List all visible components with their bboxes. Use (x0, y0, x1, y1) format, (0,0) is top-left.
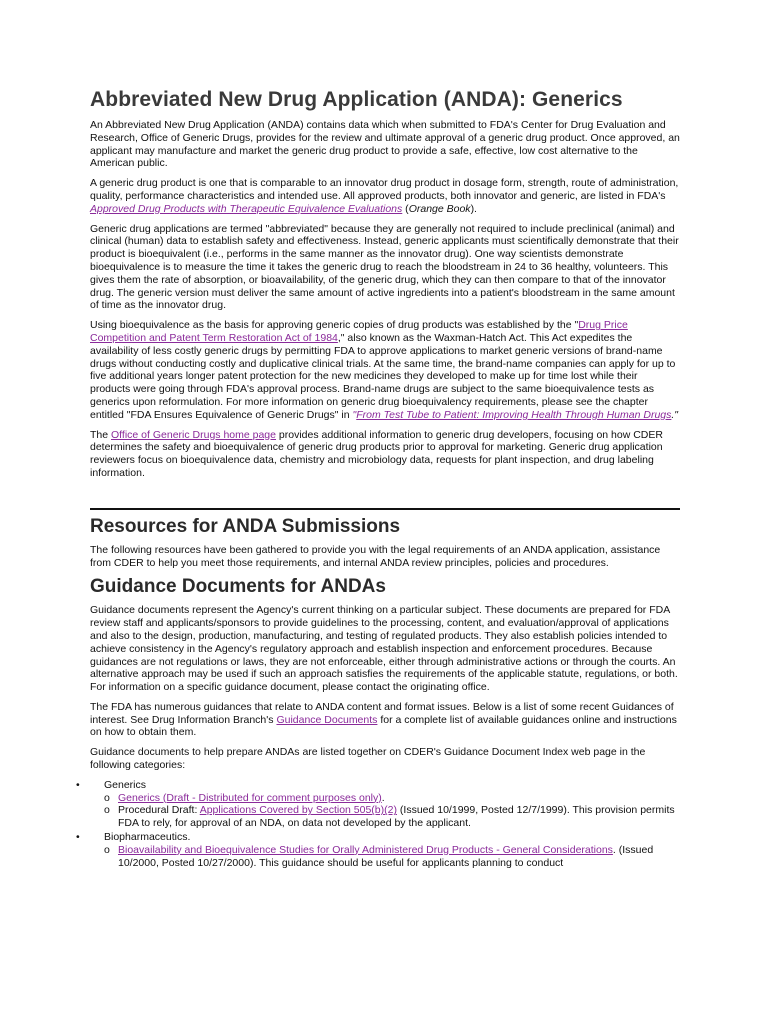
paragraph-intro: An Abbreviated New Drug Application (ANDA) contains data which when submitted to FDA's Center for Drug Evaluation and Research, Office of Generic Drugs, provides for the review and ultimate approval of a generic drug product. Once approved, an applicant may manufacture and market the generic drug product to provide a safe, effective, low cost alternative to the American public. (90, 119, 680, 170)
paragraph-resources: The following resources have been gathered to provide you with the legal requirements of an ANDA application, assistance from CDER to help you meet those requirements, and internal ANDA review principles, policies and procedures. (90, 543, 661, 569)
text: (Issued 10/1999, Posted 12/7/1999). This provision permits FDA to rely, for approval of an NDA, on data not developed by the applicant. (118, 804, 675, 830)
test-tube-to-patient-link[interactable]: From Test Tube to Patient: Improving Health Through Human Drugs (356, 408, 672, 421)
sub-list (104, 792, 680, 830)
ogd-home-page-link[interactable]: Office of Generic Drugs home page (111, 428, 276, 441)
text: ). (470, 202, 477, 215)
bullet-icon: • (76, 831, 80, 844)
guidance-documents-link[interactable]: Guidance Documents (276, 713, 378, 726)
category-biopharmaceutics: Biopharmaceutics. (104, 831, 191, 844)
paragraph-guidance-def: Guidance documents represent the Agency's current thinking on a particular subject. These documents are prepared for FDA review staff and applicants/sponsors to provide guidelines to the processing, content, and evaluation/approval of applications and also to the design, production, manufacturing, and testing of regulated products. They also establish policies intended to achieve consistency in the Agency's regulatory approach and establish inspection and enforcement procedures. Because guidances are not regulations or laws, they are not enforceable, either through administrative actions or through the courts. An alternative approach may be used if such an approach satisfies the requirements of the applicable statute, regulations, or both. For information on a specific guidance document, please contact the originating office. (90, 604, 678, 694)
orange-book-link[interactable]: Approved Drug Products with Therapeutic Equivalence Evaluations (90, 202, 403, 215)
text: . (Issued 10/2000, Posted 10/27/2000). This guidance should be useful for applicants planning to conduct (118, 843, 654, 869)
list-item (104, 792, 680, 805)
text: The FDA has numerous guidances that relate to ANDA content and format issues. Below is a list of some recent Guidances of interest. See Drug Information Branch's (90, 700, 674, 726)
paragraph-bioequivalence (90, 319, 680, 421)
category-generics: Generics (104, 778, 147, 791)
paragraph-ogd (90, 429, 680, 480)
quote-mark: " (352, 408, 357, 421)
orange-book-text: Orange Book (408, 202, 471, 215)
text: ," also known as the Waxman-Hatch Act. This Act expedites the availability of less costly generic drugs by permitting FDA to approve applications to market generic versions of brand-name drugs without conducting costly and duplicative clinical trials. At the same time, the brand-name companies can apply for up to five additional years longer patent protection for the new medicines they developed to make up for time lost while their products were going through FDA's approval process. Brand-name drugs are subject to the same bioequivalence tests as generics upon reformulation. For more information on generic drug bioequivalency requirements, please see the chapter entitled "FDA Ensures Equivalence of Generic Drugs" in (90, 331, 676, 421)
document-content (76, 88, 680, 870)
paragraph-generic-definition (90, 177, 680, 215)
text: A generic drug product is one that is comparable to an innovator drug product in dosage form, strength, route of administration, quality, performance characteristics and intended use. All approved products, both innovator and generic, are listed in FDA's (90, 177, 679, 202)
list-item (104, 804, 680, 830)
list-item (104, 844, 680, 870)
list-item (76, 778, 680, 830)
sub-bullet-icon: o (104, 804, 110, 817)
heading-guidance: Guidance Documents for ANDAs (90, 576, 386, 598)
paragraph-categories: Guidance documents to help prepare ANDAs are listed together on CDER's Guidance Document Index web page in the following categories: (90, 746, 646, 772)
bullet-icon: • (76, 778, 80, 791)
section-divider (90, 508, 680, 510)
text: . (381, 791, 385, 804)
bioavailability-guidance-link[interactable]: Bioavailability and Bioequivalence Studies for Orally Administered Drug Products - General Considerations (118, 843, 613, 856)
text: ( (402, 202, 409, 215)
paragraph-abbreviated: Generic drug applications are termed "abbreviated" because they are generally not required to include preclinical (animal) and clinical (human) data to establish safety and effectiveness. Instead, generic applicants must scientifically demonstrate that their product is bioequivalent (i.e., performs in the same manner as the innovator drug). One way scientists demonstrate bioequivalence is to measure the time it takes the generic drug to reach the bloodstream in 24 to 36 healthy, volunteers. This gives them the rate of absorption, or bioavailability, of the generic drug, which they can then compare to that of the innovator drug. The generic version must deliver the same amount of active ingredients into a patient's bloodstream in the same amount of time as the innovator drug. (90, 222, 679, 312)
paragraph-guidance-list-intro (90, 701, 680, 739)
text: Procedural Draft: (118, 804, 200, 817)
drug-price-act-link[interactable]: Drug Price Competition and Patent Term Restoration Act of 1984 (90, 319, 628, 344)
section-505b2-link[interactable]: Applications Covered by Section 505(b)(2) (199, 804, 397, 817)
page-title: Abbreviated New Drug Application (ANDA): Generics (90, 88, 623, 111)
list-item (76, 831, 680, 869)
generics-draft-link[interactable]: Generics (Draft - Distributed for comment purposes only) (118, 791, 382, 804)
text: ." (671, 408, 679, 421)
text: Using bioequivalence as the basis for approving generic copies of drug products was established by the " (90, 319, 579, 332)
sub-bullet-icon: o (104, 843, 110, 856)
heading-resources: Resources for ANDA Submissions (90, 515, 401, 537)
sub-bullet-icon: o (104, 791, 110, 804)
text: provides additional information to generic drug developers, focusing on how CDER determines the safety and bioequivalence of generic drug products prior to approval for marketing. Generic drug application reviewers focus on bioequivalence data, chemistry and microbiology data, requests for plant inspection, and drug labeling information. (90, 428, 663, 479)
text: The (90, 428, 112, 441)
sub-list (104, 844, 680, 870)
text: for a complete list of available guidances online and instructions on how to obtain them. (90, 713, 677, 739)
category-list (76, 778, 680, 870)
